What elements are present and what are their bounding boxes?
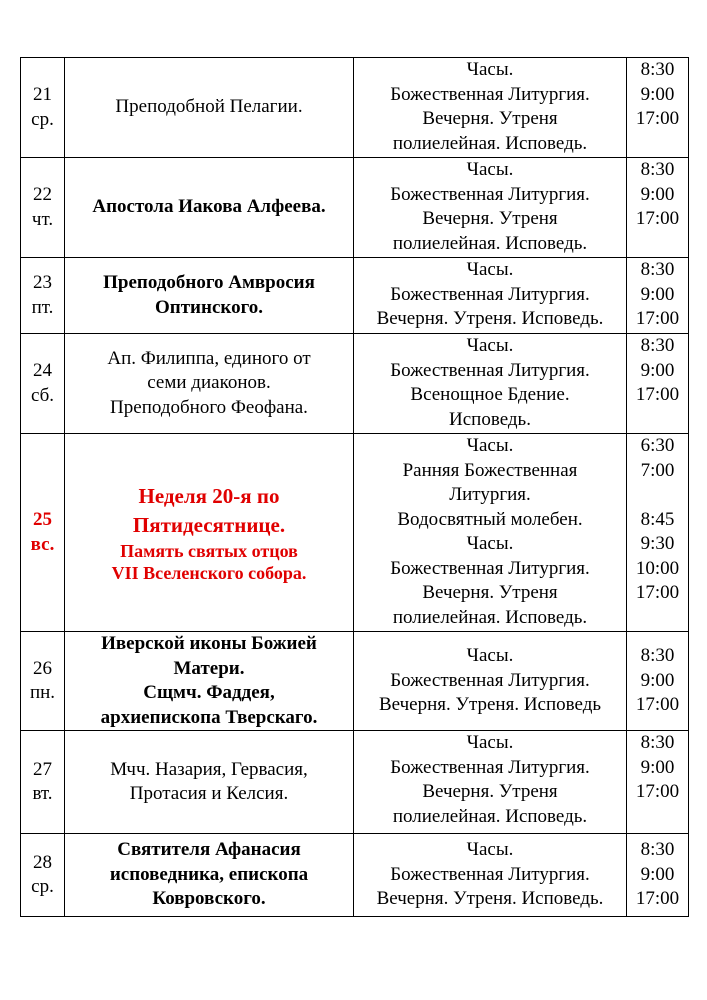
day-number: 27 <box>33 758 52 780</box>
service-line: Божественная Литургия. <box>390 283 590 305</box>
time-value: 8:30 <box>640 645 675 667</box>
service-line: полиелейная. Исповедь. <box>392 232 588 254</box>
schedule-row <box>21 632 689 731</box>
service-line: Часы. <box>466 645 514 667</box>
service-line: полиелейная. Исповедь. <box>392 132 588 154</box>
schedule-row <box>21 834 689 917</box>
time-value: 17:00 <box>635 582 680 603</box>
saint-line: Ап. Филиппа, единого от <box>107 347 311 369</box>
saint-line: Сщмч. Фаддея, <box>143 682 275 703</box>
time-value: 8:30 <box>640 259 675 280</box>
services-cell <box>354 731 627 834</box>
date-cell <box>21 158 65 258</box>
saint-cell <box>65 334 354 434</box>
saint-cell <box>65 834 354 917</box>
saint-line: Преподобной Пелагии. <box>115 96 303 118</box>
day-number: 24 <box>33 360 52 381</box>
service-line: полиелейная. Исповедь. <box>392 805 588 827</box>
saint-line: VII Вселенского собора. <box>111 562 307 583</box>
schedule-row <box>21 731 689 834</box>
service-line: Часы. <box>466 259 514 280</box>
services-cell <box>354 334 627 434</box>
time-value: 7:00 <box>640 459 675 481</box>
service-line: Литургия. <box>449 484 531 505</box>
service-line: Часы. <box>466 59 514 80</box>
time-value: 17:00 <box>635 108 680 129</box>
service-line: Часы. <box>466 839 514 861</box>
time-value: 17:00 <box>635 208 680 229</box>
time-value: 8:30 <box>640 839 675 861</box>
times-cell <box>627 731 689 834</box>
time-value: 9:00 <box>640 283 675 305</box>
services-cell <box>354 632 627 731</box>
schedule-row-feast <box>21 434 689 632</box>
feast-title-line: Пятидесятнице. <box>132 512 286 537</box>
saint-line: Протасия и Келсия. <box>129 783 289 804</box>
service-line: Вечерня. Утреня <box>422 208 558 229</box>
time-value: 17:00 <box>635 384 680 405</box>
schedule-row <box>21 334 689 434</box>
date-cell <box>21 258 65 334</box>
service-line: Божественная Литургия. <box>390 756 590 778</box>
service-line: полиелейная. Исповедь. <box>392 606 588 628</box>
date-cell <box>21 632 65 731</box>
service-line: Вечерня. Утреня. Исповедь <box>378 694 602 716</box>
weekday: сб. <box>30 384 55 406</box>
weekday: вс. <box>30 533 55 555</box>
schedule-table <box>20 57 689 917</box>
service-line: Водосвятный молебен. <box>397 508 583 530</box>
weekday: ср. <box>31 108 54 130</box>
date-cell <box>21 834 65 917</box>
services-cell <box>354 834 627 917</box>
times-cell <box>627 632 689 731</box>
services-cell <box>354 58 627 158</box>
time-value: 9:00 <box>640 183 675 205</box>
time-value: 8:30 <box>640 59 675 80</box>
services-cell <box>354 158 627 258</box>
saint-line: архиепископа Тверскаго. <box>100 706 318 728</box>
weekday: вт. <box>32 783 53 804</box>
time-value: 9:00 <box>640 863 675 885</box>
times-cell <box>627 258 689 334</box>
saint-line: семи диаконов. <box>147 372 271 394</box>
service-line: Всенощное Бдение. <box>410 384 570 405</box>
time-value: 17:00 <box>635 888 680 910</box>
saint-cell <box>65 158 354 258</box>
saint-line: исповедника, епископа <box>109 863 309 885</box>
time-value: 9:00 <box>640 83 675 105</box>
day-number: 25 <box>33 509 52 530</box>
date-cell <box>21 731 65 834</box>
times-cell <box>627 834 689 917</box>
saint-line: Ковровского. <box>152 888 266 910</box>
weekday: пн. <box>29 682 56 703</box>
service-line: Божественная Литургия. <box>390 863 590 885</box>
service-line: Часы. <box>466 435 514 456</box>
date-cell <box>21 58 65 158</box>
saint-line: Преподобного Феофана. <box>110 396 308 418</box>
service-line: Исповедь. <box>449 408 531 430</box>
service-line: Часы. <box>466 732 514 753</box>
service-line: Вечерня. Утреня <box>422 108 558 129</box>
weekday: ср. <box>31 876 54 897</box>
saint-cell <box>65 731 354 834</box>
schedule-row <box>21 158 689 258</box>
time-value: 8:30 <box>640 732 675 753</box>
service-line: Часы. <box>466 335 514 356</box>
day-number: 22 <box>33 184 52 205</box>
time-value: 9:00 <box>640 669 675 691</box>
times-cell <box>627 434 689 632</box>
time-value <box>627 483 688 508</box>
service-line: Божественная Литургия. <box>390 557 590 579</box>
saint-line: Преподобного Амвросия <box>103 272 315 293</box>
saint-line: Память святых отцов <box>120 540 298 561</box>
saint-cell <box>65 434 354 632</box>
schedule-row <box>21 58 689 158</box>
date-cell <box>21 334 65 434</box>
time-value: 9:00 <box>640 359 675 381</box>
times-cell <box>627 58 689 158</box>
saint-line: Апостола Иакова Алфеева. <box>92 196 326 218</box>
service-line: Вечерня. Утреня. Исповедь. <box>376 308 604 329</box>
service-line: Божественная Литургия. <box>390 669 590 691</box>
saint-line: Святителя Афанасия <box>117 839 301 861</box>
day-number: 26 <box>33 657 52 679</box>
service-line: Вечерня. Утреня. Исповедь. <box>376 888 604 910</box>
date-cell <box>21 434 65 632</box>
saint-cell <box>65 632 354 731</box>
saint-line: Матери. <box>173 657 245 679</box>
schedule-row <box>21 258 689 334</box>
time-value: 17:00 <box>635 781 680 802</box>
service-line: Часы. <box>466 159 514 180</box>
day-number: 23 <box>33 272 52 293</box>
saint-line: Иверской иконы Божией <box>101 633 317 654</box>
time-value: 8:45 <box>640 508 675 530</box>
service-line: Ранняя Божественная <box>402 459 578 481</box>
feast-title-line: Неделя 20-я по <box>138 483 280 508</box>
saint-cell <box>65 58 354 158</box>
time-value: 10:00 <box>635 557 680 579</box>
times-cell <box>627 334 689 434</box>
service-line: Божественная Литургия. <box>390 83 590 105</box>
service-line: Божественная Литургия. <box>390 183 590 205</box>
service-line: Божественная Литургия. <box>390 359 590 381</box>
time-value: 8:30 <box>640 335 675 356</box>
day-number: 28 <box>33 851 52 873</box>
time-value: 17:00 <box>635 694 680 716</box>
day-number: 21 <box>33 84 52 105</box>
service-line: Часы. <box>466 533 514 554</box>
weekday: пт. <box>31 296 54 318</box>
service-line: Вечерня. Утреня <box>422 582 558 603</box>
time-value: 9:00 <box>640 756 675 778</box>
services-cell <box>354 434 627 632</box>
saint-line: Мчч. Назария, Гервасия, <box>110 758 308 780</box>
services-cell <box>354 258 627 334</box>
service-line: Вечерня. Утреня <box>422 781 558 802</box>
time-value: 17:00 <box>635 308 680 329</box>
time-value: 6:30 <box>640 435 675 456</box>
time-value: 9:30 <box>640 533 675 554</box>
saint-cell <box>65 258 354 334</box>
weekday: чт. <box>31 208 54 230</box>
saint-line: Оптинского. <box>155 296 263 318</box>
time-value: 8:30 <box>640 159 675 180</box>
times-cell <box>627 158 689 258</box>
